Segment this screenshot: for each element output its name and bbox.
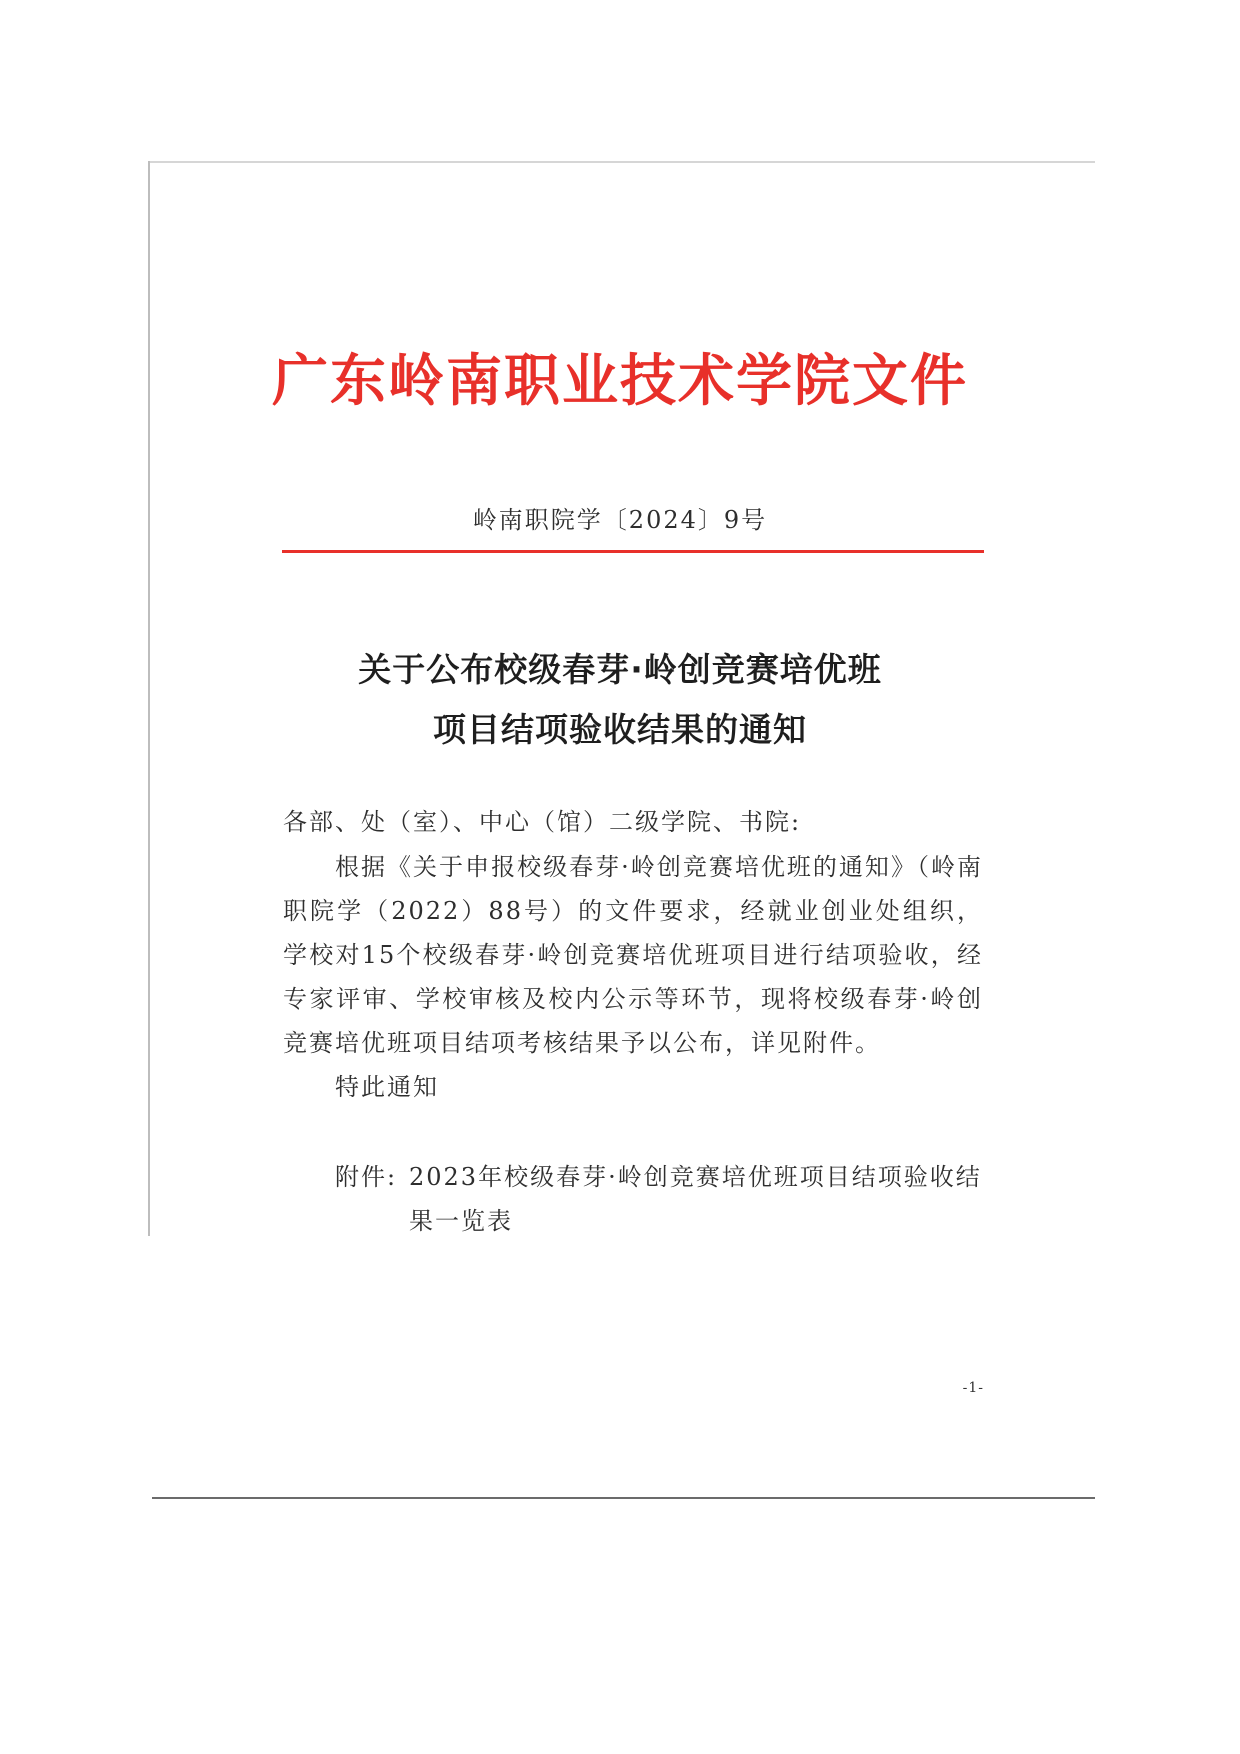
header-red-rule bbox=[282, 550, 984, 553]
page-number: -1- bbox=[962, 1380, 984, 1396]
scan-edge-bottom bbox=[152, 1497, 1095, 1499]
attachment-text: 2023年校级春芽·岭创竞赛培优班项目结项验收结果一览表 bbox=[409, 1163, 982, 1235]
document-header-title: 广东岭南职业技术学院文件 bbox=[272, 348, 968, 414]
closing-line: 特此通知 bbox=[335, 1073, 439, 1101]
document-number: 岭南职院学〔2024〕9号 bbox=[472, 506, 768, 534]
addressee: 各部、处（室）、中心（馆）二级学院、书院: bbox=[283, 808, 802, 836]
notice-title-line-1: 关于公布校级春芽·岭创竞赛培优班 bbox=[358, 650, 882, 689]
attachment bbox=[335, 1155, 985, 1243]
scan-edge-top bbox=[150, 161, 1095, 163]
notice-title bbox=[0, 640, 1240, 760]
body-paragraph: 根据《关于申报校级春芽·岭创竞赛培优班的通知》（岭南职院学（2022）88号）的文件要求，经就业创业处组织，学校对15个校级春芽·岭创竞赛培优班项目进行结项验收，经专家评审、学校审核及校内公示等环节，现将校级春芽·岭创竞赛培优班项目结项考核结果予以公布，详见附件。 bbox=[283, 853, 983, 1057]
attachment-label: 附件: bbox=[335, 1163, 398, 1191]
notice-title-line-2: 项目结项验收结果的通知 bbox=[433, 710, 807, 749]
